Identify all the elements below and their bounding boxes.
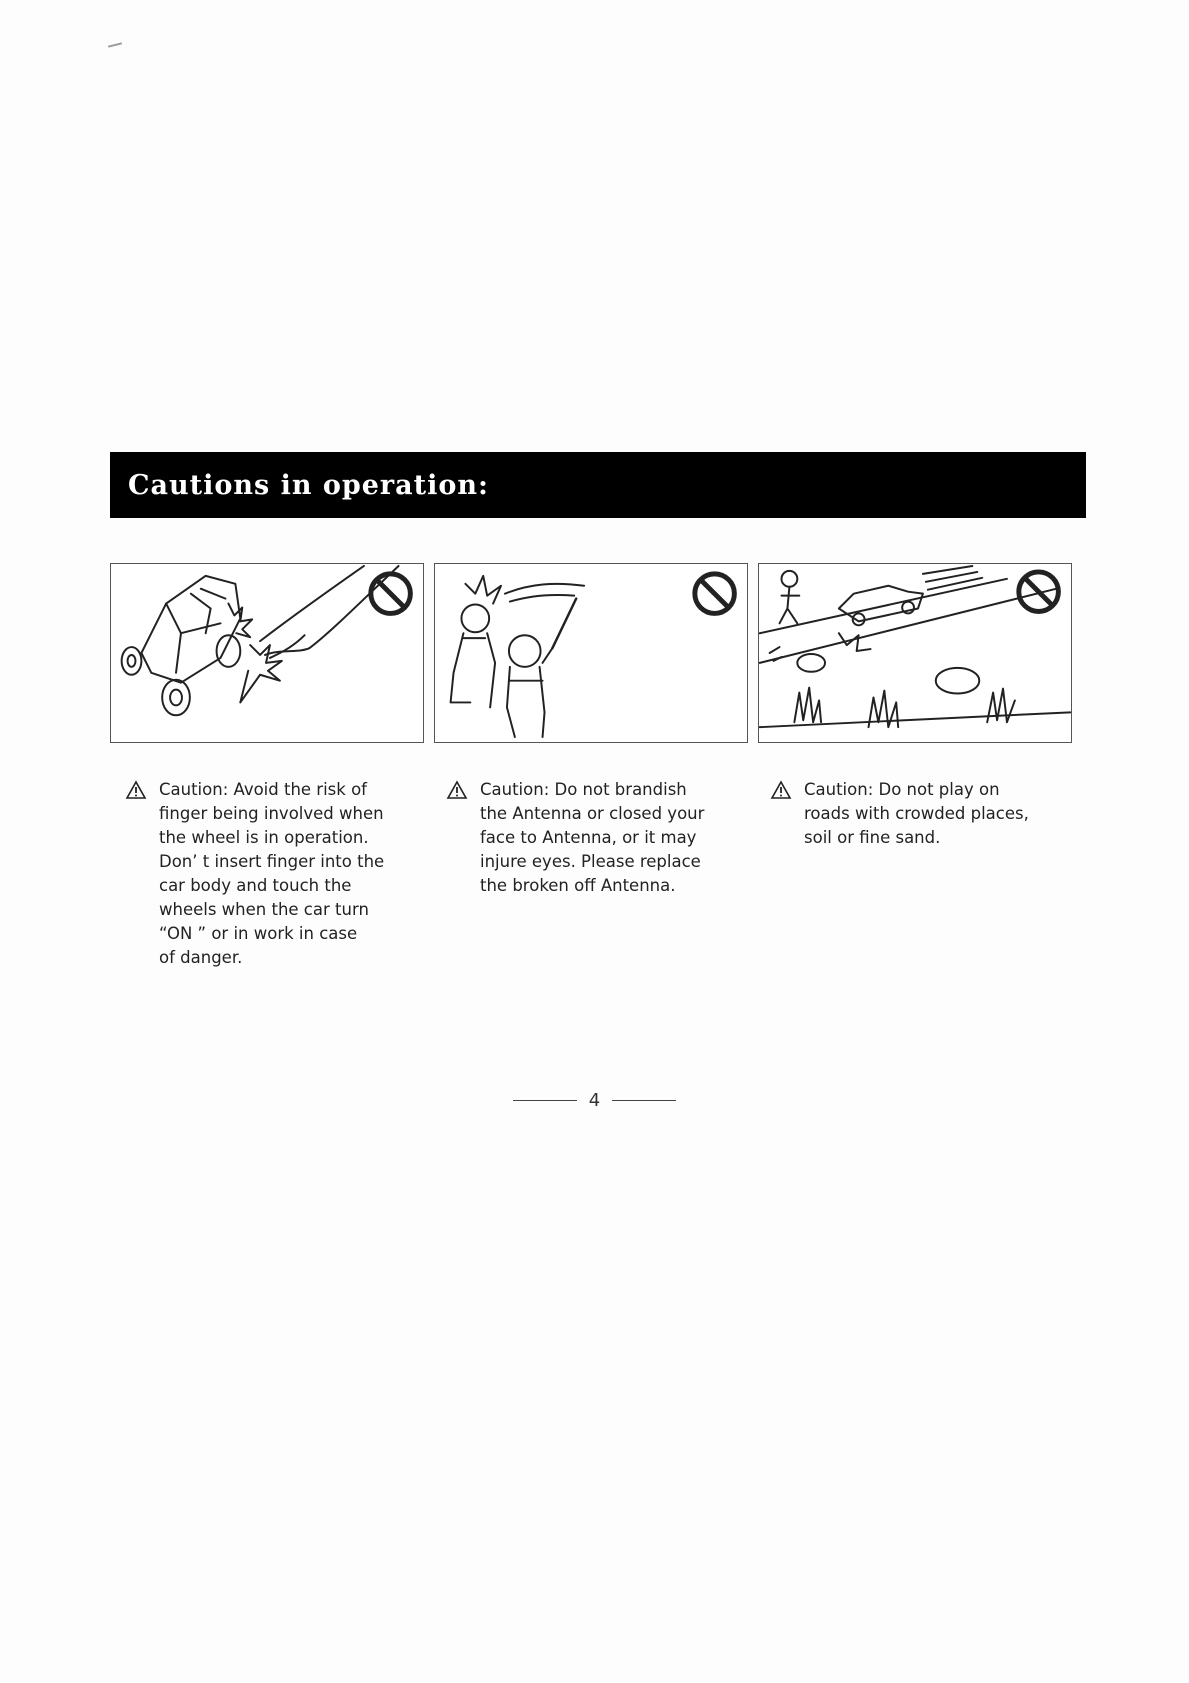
scan-speck xyxy=(108,42,122,47)
page-number: 4 xyxy=(588,1090,601,1111)
caution-text: Caution: Avoid the risk of finger being involved when the wheel is in operation. Don’ t insert finger into the car body and touch the wheels when the car turn “ON ” or in work in case of danger. xyxy=(159,780,385,967)
antenna-eye-injury-illustration xyxy=(435,564,747,742)
section-title: Cautions in operation: xyxy=(128,469,489,501)
caution-text: Caution: Do not brandish the Antenna or closed your face to Antenna, or it may injure eyes. Please replace the broken off Antenna. xyxy=(480,780,705,895)
warning-triangle-icon xyxy=(125,780,147,800)
finger-in-wheel-illustration xyxy=(111,564,423,742)
footer-rule-right xyxy=(612,1100,676,1102)
caution-text-2 xyxy=(446,778,756,898)
section-title-bar xyxy=(110,452,1086,518)
caution-illustration-antenna xyxy=(434,563,748,743)
warning-triangle-icon xyxy=(770,780,792,800)
caution-illustration-finger-wheel xyxy=(110,563,424,743)
page-number-footer xyxy=(0,1090,1189,1111)
caution-illustration-road-sand xyxy=(758,563,1072,743)
footer-rule-left xyxy=(513,1100,577,1102)
crowded-road-sand-illustration xyxy=(759,564,1071,742)
warning-triangle-icon xyxy=(446,780,468,800)
caution-text-3 xyxy=(770,778,1080,850)
caution-text: Caution: Do not play on roads with crowded places, soil or fine sand. xyxy=(804,780,1029,847)
caution-text-1 xyxy=(125,778,435,970)
